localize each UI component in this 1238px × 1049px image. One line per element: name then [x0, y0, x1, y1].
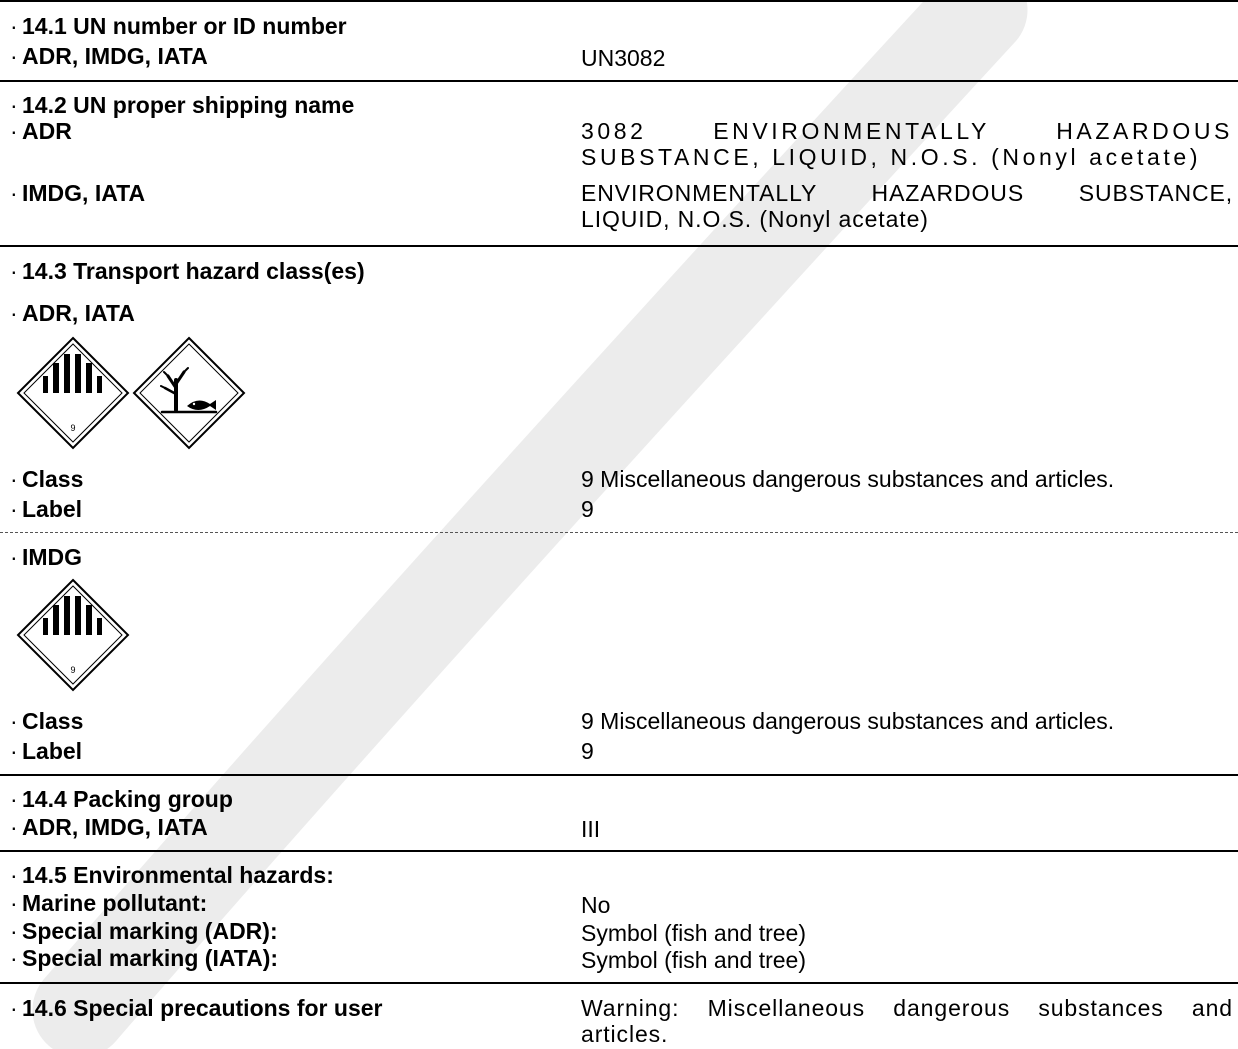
special-precautions-value: Warning: Miscellaneous dangerous substances and articles. — [581, 995, 1233, 1047]
adr-iata-label-value: 9 — [581, 496, 594, 522]
special-marking-iata-label: · Special marking (IATA): — [22, 945, 278, 971]
special-marking-iata-value: Symbol (fish and tree) — [581, 947, 806, 973]
shipping-name-adr-value — [581, 118, 1233, 170]
dashed-divider — [0, 532, 1238, 533]
adr-iata-label-label: · Label — [22, 496, 82, 522]
heading-14-1: · 14.1 UN number or ID number — [22, 13, 347, 39]
adr-iata-class-value: 9 Miscellaneous dangerous substances and articles. — [581, 466, 1115, 492]
imdg-class-value: 9 Miscellaneous dangerous substances and articles. — [581, 708, 1115, 734]
imdg-label: · IMDG — [22, 544, 82, 570]
divider — [0, 245, 1238, 247]
divider — [0, 850, 1238, 852]
class-9-diamond-icon — [16, 578, 130, 692]
heading-14-2: · 14.2 UN proper shipping name — [22, 92, 354, 118]
environment-hazard-diamond-icon — [132, 336, 246, 450]
special-marking-adr-value: Symbol (fish and tree) — [581, 920, 806, 946]
shipping-name-adr-label: · ADR — [22, 118, 72, 144]
class-9-diamond-icon — [16, 336, 130, 450]
marine-pollutant-value: No — [581, 892, 611, 918]
un-number-modes-label: · ADR, IMDG, IATA — [22, 43, 208, 69]
heading-14-5: · 14.5 Environmental hazards: — [22, 862, 334, 888]
pictogram-class-number: 9 — [70, 665, 76, 675]
imdg-class-label: · Class — [22, 708, 83, 734]
marine-pollutant-label: · Marine pollutant: — [22, 890, 207, 916]
divider — [0, 774, 1238, 776]
packing-group-modes-label: · ADR, IMDG, IATA — [22, 814, 208, 840]
packing-group-value: III — [581, 816, 601, 842]
special-marking-adr-label: · Special marking (ADR): — [22, 918, 278, 944]
divider — [0, 982, 1238, 984]
imdg-label-value: 9 — [581, 738, 594, 764]
pictogram-class-number: 9 — [70, 423, 76, 433]
imdg-label-label: · Label — [22, 738, 82, 764]
adr-iata-label: · ADR, IATA — [22, 300, 135, 326]
shipping-name-imdg-iata-label: · IMDG, IATA — [22, 180, 145, 206]
adr-iata-class-label: · Class — [22, 466, 83, 492]
shipping-name-imdg-iata-value: ENVIRONMENTALLY HAZARDOUS SUBSTANCE, LIQUID, N.O.S. (Nonyl acetate) — [581, 180, 1233, 232]
heading-14-3: · 14.3 Transport hazard class(es) — [22, 258, 365, 284]
heading-14-6: · 14.6 Special precautions for user — [22, 995, 382, 1021]
divider — [0, 80, 1238, 82]
un-number-value: UN3082 — [581, 45, 666, 71]
adr-shipping-name-text: 3082 ENVIRONMENTALLY HAZARDOUS SUBSTANCE, LIQUID, N.O.S. (Nonyl acetate) — [581, 118, 1233, 170]
divider — [0, 0, 1238, 2]
heading-14-4: · 14.4 Packing group — [22, 786, 233, 812]
